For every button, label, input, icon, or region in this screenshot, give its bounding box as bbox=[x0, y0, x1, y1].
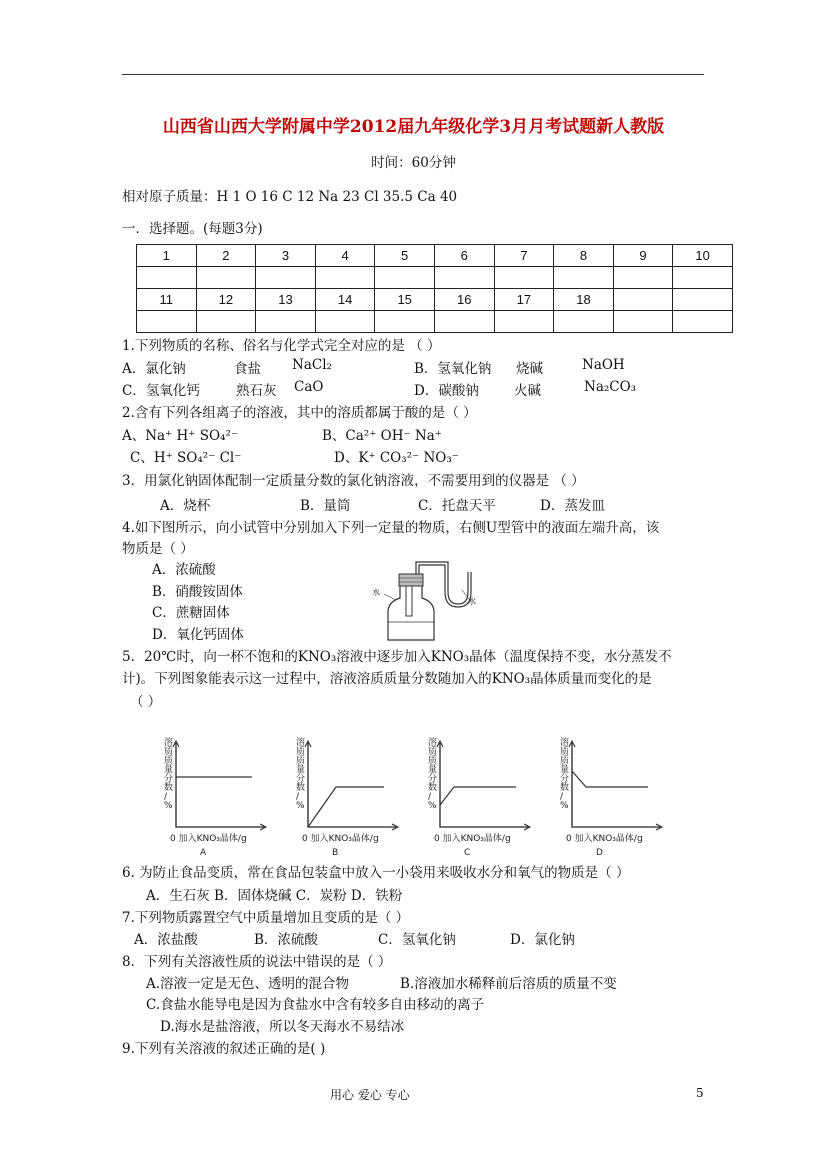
q7-option-c: C．氢氧化钠 bbox=[378, 932, 456, 948]
q8-option-c: C.食盐水能导电是因为食盐水中含有较多自由移动的离子 bbox=[146, 997, 485, 1013]
q1-option-c-common: 熟石灰 bbox=[236, 383, 277, 399]
answer-cell[interactable] bbox=[375, 311, 435, 333]
graph-ylabel: 溶质质量分数/ % bbox=[428, 738, 438, 811]
q2-option-b: B、Ca²⁺ OH⁻ Na⁺ bbox=[322, 428, 442, 444]
table-cell: 16 bbox=[434, 289, 494, 311]
table-cell: 8 bbox=[554, 245, 614, 267]
graph-ylabel: 溶质质量分数/ % bbox=[164, 738, 174, 811]
answer-cell[interactable] bbox=[613, 311, 673, 333]
q1-option-b-common: 烧碱 bbox=[516, 361, 543, 377]
graph-letter: D bbox=[596, 848, 603, 858]
q4-option-a: A．浓硫酸 bbox=[152, 562, 216, 578]
table-cell: 13 bbox=[256, 289, 316, 311]
q5-graph-b bbox=[292, 735, 402, 858]
q1-option-d: D．碳酸钠 bbox=[414, 383, 479, 399]
graph-letter: C bbox=[464, 848, 471, 858]
question-7-stem: 7.下列物质露置空气中质量增加且变质的是（ ） bbox=[122, 910, 410, 926]
graph-ylabel: 溶质质量分数/ % bbox=[296, 738, 306, 811]
q3-option-a: A．烧杯 bbox=[160, 498, 211, 514]
graph-ylabel: 溶质质量分数/ % bbox=[560, 738, 570, 811]
q1-option-c-formula: CaO bbox=[294, 379, 324, 395]
table-cell: 18 bbox=[554, 289, 614, 311]
table-cell: 10 bbox=[673, 245, 733, 267]
graph-xlabel: 0 加入KNO₃晶体/g bbox=[302, 834, 379, 844]
graph-axes bbox=[572, 743, 660, 827]
question-4-stem-cont: 物质是（ ） bbox=[122, 541, 194, 557]
table-cell bbox=[673, 289, 733, 311]
table-row bbox=[137, 289, 733, 311]
q1-option-d-common: 火碱 bbox=[514, 383, 541, 399]
answer-cell[interactable] bbox=[196, 267, 256, 289]
q3-option-b: B．量筒 bbox=[300, 498, 351, 514]
answer-cell[interactable] bbox=[315, 311, 375, 333]
q1-option-b: B．氢氧化钠 bbox=[414, 361, 492, 377]
page-title: 山西省山西大学附属中学2012届九年级化学3月月考试题新人教版 bbox=[162, 117, 665, 137]
table-cell: 6 bbox=[434, 245, 494, 267]
table-cell: 1 bbox=[137, 245, 197, 267]
q4-option-c: C．蔗糖固体 bbox=[152, 605, 230, 621]
answer-cell[interactable] bbox=[673, 267, 733, 289]
q1-option-a-formula: NaCl₂ bbox=[292, 357, 332, 373]
question-5-stem-cont: 计)。下列图象能表示这一过程中，溶液溶质质量分数随加入的KNO₃晶体质量而变化的是 bbox=[122, 671, 652, 687]
table-cell: 4 bbox=[315, 245, 375, 267]
table-cell: 9 bbox=[613, 245, 673, 267]
table-cell: 7 bbox=[494, 245, 554, 267]
question-3-stem: 3．用氯化钠固体配制一定质量分数的氯化钠溶液，不需要用到的仪器是 （ ） bbox=[122, 473, 585, 489]
answer-cell[interactable] bbox=[673, 311, 733, 333]
graph-xlabel: 0 加入KNO₃晶体/g bbox=[170, 834, 247, 844]
q1-option-a: A．氯化钠 bbox=[122, 361, 186, 377]
question-4-stem: 4.如下图所示，向小试管中分别加入下列一定量的物质，右侧U型管中的液面左端升高，该 bbox=[122, 520, 660, 536]
graph-axes bbox=[176, 743, 264, 827]
answer-cell[interactable] bbox=[375, 267, 435, 289]
question-9-stem: 9.下列有关溶液的叙述正确的是( ) bbox=[122, 1041, 326, 1057]
q2-option-a: A、Na⁺ H⁺ SO₄²⁻ bbox=[122, 428, 238, 444]
q7-option-b: B．浓硫酸 bbox=[254, 932, 318, 948]
graph-xlabel: 0 加入KNO₃晶体/g bbox=[566, 834, 643, 844]
graph-axes bbox=[308, 743, 396, 827]
q8-option-b: B.溶液加水稀释前后溶质的质量不变 bbox=[400, 976, 617, 992]
q6-options: A．生石灰 B．固体烧碱 C．炭粉 D．铁粉 bbox=[146, 888, 403, 904]
q7-option-a: A．浓盐酸 bbox=[134, 932, 198, 948]
q5-graph-d bbox=[556, 735, 666, 858]
q1-option-b-formula: NaOH bbox=[582, 357, 625, 373]
table-row bbox=[137, 245, 733, 267]
answer-cell[interactable] bbox=[196, 311, 256, 333]
table-cell: 2 bbox=[196, 245, 256, 267]
page-number: 5 bbox=[696, 1086, 704, 1100]
answer-cell[interactable] bbox=[256, 311, 316, 333]
q8-option-a: A.溶液一定是无色、透明的混合物 bbox=[146, 976, 350, 992]
exam-time: 时间：60分钟 bbox=[371, 155, 456, 171]
question-8-stem: 8．下列有关溶液性质的说法中错误的是（ ） bbox=[122, 954, 392, 970]
q1-option-a-common: 食盐 bbox=[234, 361, 261, 377]
table-cell: 3 bbox=[256, 245, 316, 267]
footer-motto: 用心 爱心 专心 bbox=[330, 1088, 410, 1102]
table-cell bbox=[613, 289, 673, 311]
q2-option-d: D、K⁺ CO₃²⁻ NO₃⁻ bbox=[334, 450, 459, 466]
graph-letter: A bbox=[200, 848, 207, 858]
question-6-stem: 6. 为防止食品变质，常在食品包装盒中放入一小袋用来吸收水分和氧气的物质是（ ） bbox=[122, 865, 630, 881]
q5-graph-svg bbox=[292, 735, 412, 858]
q4-option-d: D．氧化钙固体 bbox=[152, 627, 244, 643]
answer-cell[interactable] bbox=[494, 267, 554, 289]
q5-graph-c bbox=[424, 735, 534, 858]
question-5-stem: 5．20℃时，向一杯不饱和的KNO₃溶液中逐步加入KNO₃晶体（温度保持不变，水分蒸发不 bbox=[122, 649, 672, 665]
q5-graph-svg bbox=[160, 735, 280, 858]
atomic-mass-line: 相对原子质量：H 1 O 16 C 12 Na 23 Cl 35.5 Ca 40 bbox=[122, 189, 458, 205]
answer-cell[interactable] bbox=[434, 311, 494, 333]
question-5-stem-end: （ ） bbox=[130, 694, 162, 710]
section-heading: 一．选择题。(每题3分) bbox=[122, 221, 263, 237]
graph-curve bbox=[308, 787, 384, 827]
q1-option-d-formula: Na₂CO₃ bbox=[584, 379, 637, 395]
q3-option-d: D．蒸发皿 bbox=[540, 498, 605, 514]
graph-axes bbox=[440, 743, 528, 827]
answer-table bbox=[136, 244, 733, 333]
answer-cell[interactable] bbox=[137, 311, 197, 333]
q5-graph-svg bbox=[556, 735, 676, 858]
table-cell: 15 bbox=[375, 289, 435, 311]
water-label-right: 水 bbox=[468, 597, 476, 606]
q4-option-b: B．硝酸铵固体 bbox=[152, 584, 243, 600]
answer-cell[interactable] bbox=[434, 267, 494, 289]
answer-cell[interactable] bbox=[613, 267, 673, 289]
table-cell: 14 bbox=[315, 289, 375, 311]
q1-option-c: C．氢氧化钙 bbox=[122, 383, 200, 399]
answer-cell[interactable] bbox=[137, 267, 197, 289]
answer-cell[interactable] bbox=[554, 311, 614, 333]
header-rule bbox=[122, 74, 704, 75]
question-1-stem: 1.下列物质的名称、俗名与化学式完全对应的是 （ ） bbox=[122, 338, 441, 354]
q3-option-c: C．托盘天平 bbox=[418, 498, 496, 514]
q7-option-d: D．氯化钠 bbox=[510, 932, 575, 948]
answer-cell[interactable] bbox=[554, 267, 614, 289]
q2-option-c: C、H⁺ SO₄²⁻ Cl⁻ bbox=[130, 450, 242, 466]
graph-xlabel: 0 加入KNO₃晶体/g bbox=[434, 834, 511, 844]
q5-graph-svg bbox=[424, 735, 544, 858]
graph-curve bbox=[440, 787, 516, 805]
table-cell: 11 bbox=[137, 289, 197, 311]
answer-cell[interactable] bbox=[494, 311, 554, 333]
graph-curve bbox=[572, 771, 648, 787]
water-label-left: 水 bbox=[372, 588, 380, 597]
table-cell: 12 bbox=[196, 289, 256, 311]
answer-cell[interactable] bbox=[315, 267, 375, 289]
answer-cell[interactable] bbox=[256, 267, 316, 289]
q8-option-d: D.海水是盐溶液，所以冬天海水不易结冰 bbox=[160, 1019, 405, 1035]
question-2-stem: 2.含有下列各组离子的溶液，其中的溶质都属于酸的是（ ） bbox=[122, 405, 477, 421]
q5-graph-a bbox=[160, 735, 270, 858]
table-row bbox=[137, 311, 733, 333]
table-row bbox=[137, 267, 733, 289]
graph-letter: B bbox=[332, 848, 339, 858]
table-cell: 5 bbox=[375, 245, 435, 267]
table-cell: 17 bbox=[494, 289, 554, 311]
